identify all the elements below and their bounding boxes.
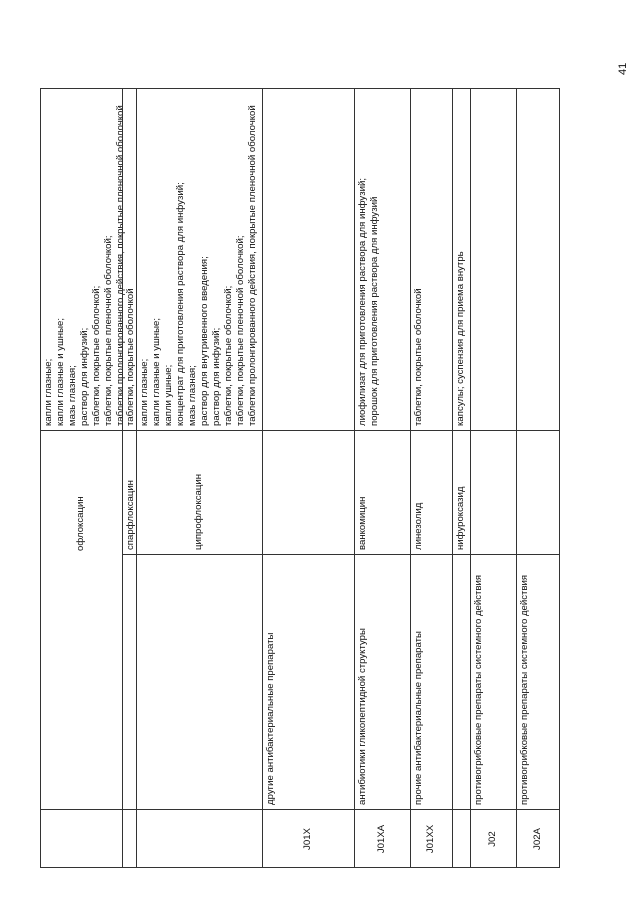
table-row <box>452 88 470 868</box>
dosage-form-list <box>357 92 381 426</box>
dosage-form-item: таблетки, покрытые пленочной оболочкой; <box>235 235 246 426</box>
table-row <box>262 88 354 868</box>
dosage-form-item: капли глазные и ушные; <box>151 318 162 426</box>
dosage-form-item: раствор для инфузий; <box>211 327 222 426</box>
group-name-cell: прочие антибактериальные препараты <box>410 555 452 810</box>
atc-code-cell <box>40 810 122 868</box>
inn-cell: линезолид <box>410 431 452 555</box>
dosage-form-item: капли глазные; <box>139 358 150 426</box>
atc-code-cell: J01XA <box>376 824 387 854</box>
dosage-form-item: таблетки пролонгированного действия, покрытые пленочной оболочкой <box>115 105 126 426</box>
dosage-forms-cell <box>262 88 354 431</box>
dosage-form-item: таблетки, покрытые пленочной оболочкой; <box>103 235 114 426</box>
table-row <box>410 88 452 868</box>
inn-cell <box>516 431 560 555</box>
inn-cell: спарфлоксацин <box>122 431 136 555</box>
atc-code-cell: J02A <box>532 828 543 850</box>
row-divider <box>516 88 517 868</box>
row-divider <box>122 88 123 868</box>
row-divider <box>470 88 471 868</box>
dosage-form-item: таблетки, покрытые оболочкой; <box>91 285 102 426</box>
dosage-form-list <box>455 92 467 426</box>
dosage-form-item: капли глазные; <box>43 358 54 426</box>
dosage-form-item: раствор для внутривенного введения; <box>199 256 210 426</box>
row-divider <box>136 88 137 868</box>
dosage-form-item: мазь глазная; <box>187 365 198 426</box>
dosage-forms-cell <box>470 88 516 431</box>
group-name-cell <box>40 555 122 810</box>
group-name-cell <box>452 555 470 810</box>
dosage-form-item: капли ушные; <box>163 364 174 426</box>
atc-code-cell: J02 <box>487 831 498 847</box>
dosage-form-list <box>139 92 259 426</box>
atc-code-cell: J01XX <box>425 824 436 854</box>
dosage-form-item: лиофилизат для приготовления раствора для инфузий; <box>357 178 368 426</box>
table-row <box>136 88 262 868</box>
dosage-form-item: раствор для инфузий; <box>79 327 90 426</box>
group-name-cell: противогрибковые препараты системного действия <box>516 555 560 810</box>
atc-code-cell <box>452 810 470 868</box>
table-row <box>516 88 560 868</box>
inn-cell <box>470 431 516 555</box>
dosage-forms-cell <box>354 88 410 431</box>
dosage-form-item: таблетки пролонгированного действия, покрытые пленочной оболочкой <box>247 105 258 426</box>
table-row <box>122 88 136 868</box>
dosage-form-list <box>43 92 127 426</box>
dosage-forms-cell <box>136 88 262 431</box>
inn-cell: офлоксацин <box>75 496 86 551</box>
atc-code-cell <box>136 810 262 868</box>
dosage-form-item: порошок для приготовления раствора для инфузий <box>369 196 380 426</box>
medicines-table <box>40 88 560 868</box>
atc-code-cell <box>122 810 136 868</box>
table-row <box>470 88 516 868</box>
dosage-forms-cell <box>410 88 452 431</box>
dosage-forms-cell <box>516 88 560 431</box>
dosage-form-item: капли глазные и ушные; <box>55 318 66 426</box>
table-row <box>354 88 410 868</box>
dosage-forms-cell <box>122 88 136 431</box>
dosage-form-item: таблетки, покрытые оболочкой; <box>223 285 234 426</box>
row-divider <box>354 88 355 868</box>
dosage-forms-cell <box>40 88 126 431</box>
group-name-cell: противогрибковые препараты системного действия <box>470 555 516 810</box>
group-name-cell <box>136 555 262 810</box>
dosage-forms-cell <box>452 88 470 431</box>
group-name-cell: другие антибактериальные препараты <box>262 555 354 810</box>
page-number: 41 <box>617 62 629 75</box>
inn-cell: нифуроксазид <box>452 431 470 555</box>
row-divider <box>410 88 411 868</box>
row-divider <box>452 88 453 868</box>
table-row <box>40 88 126 868</box>
group-name-cell: антибиотики гликопептидной структуры <box>354 555 410 810</box>
row-divider <box>262 88 263 868</box>
dosage-form-item: таблетки, покрытые оболочкой <box>125 288 136 426</box>
atc-code-cell: J01X <box>302 828 313 850</box>
dosage-form-item: таблетки, покрытые оболочкой <box>413 288 424 426</box>
dosage-form-item: капсулы; суспензия для приема внутрь <box>455 251 466 426</box>
inn-cell: ванкомицин <box>354 431 410 555</box>
inn-cell: ципрофлоксацин <box>136 431 262 555</box>
group-name-cell <box>122 555 136 810</box>
inn-cell <box>262 431 354 555</box>
dosage-form-item: мазь глазная; <box>67 365 78 426</box>
dosage-form-item: концентрат для приготовления раствора для инфузий; <box>175 182 186 426</box>
dosage-form-list <box>413 92 425 426</box>
